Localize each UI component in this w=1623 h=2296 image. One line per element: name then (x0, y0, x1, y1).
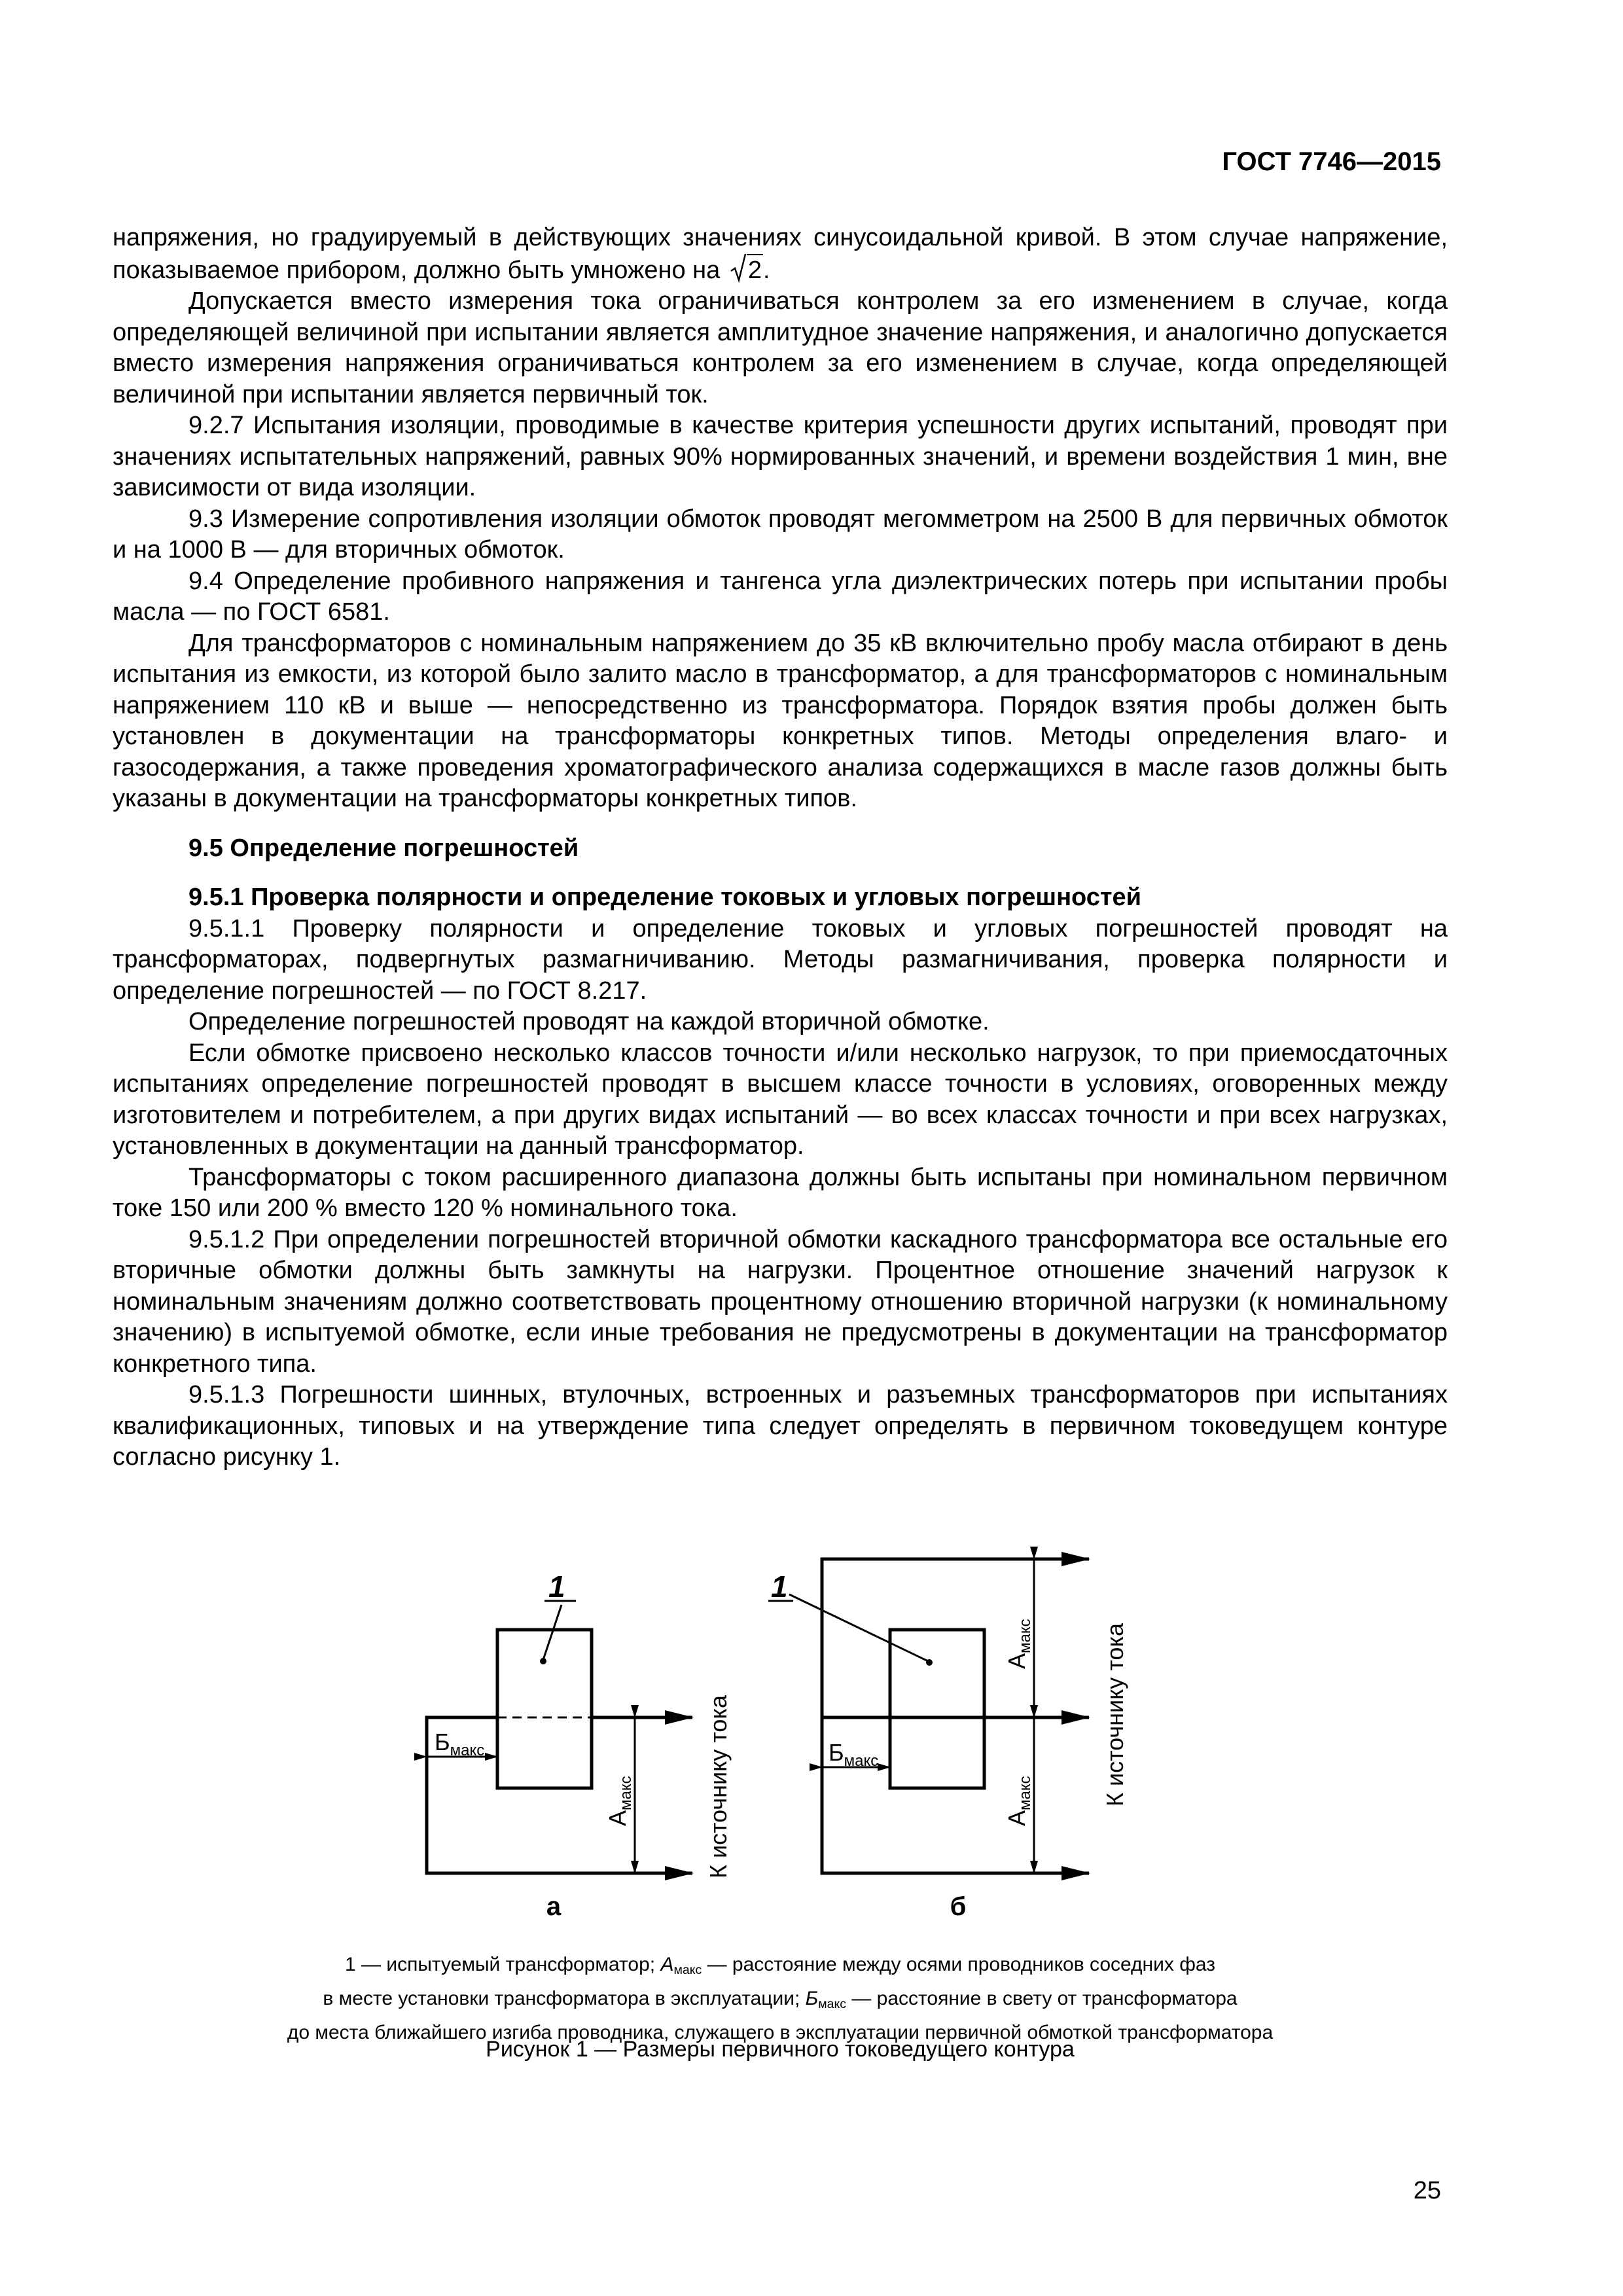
conductor-loop-bottom-b (822, 1717, 1089, 1873)
leader-line-b (789, 1594, 928, 1661)
paragraph: Трансформаторы с током расширенного диапазона должны быть испытаны при номинальном первичном токе 150 или 200 % вместо 120 % номинального тока. (113, 1163, 1448, 1222)
panel-a-label: а (546, 1892, 562, 1921)
paragraph: 9.2.7 Испытания изоляции, проводимые в качестве критерия успешности других испытаний, проводят при значениях испытательных напряжений, равных 90% нормированных значений, и времени воздействия 1 мин, вне зависимости от вида изоляции. (113, 412, 1448, 501)
leader-dot-b (926, 1659, 933, 1666)
panel-b-diagram (789, 1559, 1089, 1873)
page-header: ГОСТ 7746—2015 (1222, 147, 1441, 176)
subsection-heading: 9.5.1 Проверка полярности и определение токовых и угловых погрешностей (188, 884, 1142, 911)
b-max-label-a: $Б_{макс}$ (435, 1729, 485, 1759)
sqrt-symbol (730, 254, 763, 287)
leader-line-a (543, 1605, 562, 1660)
legend-line-2: в месте установки трансформатора в эксплуатации; $Б_{макс}$ — расстояние в свету от трансформатора (323, 1987, 1238, 2011)
paragraph: Определение погрешностей проводят на каждой вторичной обмотке. (188, 1008, 990, 1035)
b-max-label-b: $Б_{макс}$ (829, 1739, 879, 1770)
paragraph-end: . (762, 256, 770, 284)
paragraph-text: напряжения, но градуируемый в действующих значениях синусоидальной кривой. В этом случае напряжение, показываемое прибором, должно быть умножено на (113, 224, 1448, 284)
page-number: 25 (1413, 2177, 1441, 2204)
paragraph: Если обмотке присвоено несколько классов точности и/или несколько нагрузок, то при приемосдаточных испытаниях определение погрешностей проводят в высшем классе точности в условиях, оговоренных между изготовителем и потребителем, а при других видах испытаний — во всех классах точности и при всех нагрузках, установленных в документации на данный трансформатор. (113, 1039, 1448, 1160)
paragraph: 9.5.1.1 Проверку полярности и определение токовых и угловых погрешностей проводят на трансформаторах, подвергнутых размагничиванию. Методы размагничивания, проверка полярности и определение погрешностей — по ГОСТ 8.217. (113, 914, 1448, 1005)
legend-line-1: 1 — испытуемый трансформатор; $А_{макс}$ — расстояние между осями проводников соседних фаз (345, 1954, 1215, 1977)
body-text (113, 223, 1448, 1473)
a-max-label-b-bottom: $А_{макс}$ (1003, 1776, 1034, 1826)
callout-1-a: 1 (548, 1570, 565, 1604)
paragraph (113, 223, 1448, 286)
paragraph: 9.5.1.2 При определении погрешностей вторичной обмотки каскадного трансформатора все остальные его вторичные обмотки должны быть замкнуты на нагрузки. Процентное отношение значений нагрузок к номинальным значениям должно соответствовать процентному отношению вторичной нагрузки (к номинальному значению) в испытуемой обмотке, если иные требования не предусмотрены в документации на трансформатор конкретного типа. (113, 1225, 1448, 1378)
a-max-label-a: $А_{макс}$ (604, 1776, 635, 1826)
sqrt-radicand: 2 (747, 254, 763, 287)
conductor-loop-top-b (822, 1559, 1089, 1717)
a-max-label-b-top: $А_{макс}$ (1003, 1619, 1034, 1669)
paragraph: 9.5.1.3 Погрешности шинных, втулочных, встроенных и разъемных трансформаторов при испытаниях квалификационных, типовых и на утверждение типа следует определять в первичном токоведущем контуре согласно рисунку 1. (113, 1381, 1448, 1471)
source-label-a: К источнику тока (705, 1695, 732, 1878)
leader-dot-a (540, 1658, 546, 1664)
paragraph: 9.4 Определение пробивного напряжения и тангенса угла диэлектрических потерь при испытании пробы масла — по ГОСТ 6581. (113, 567, 1448, 626)
callout-1-b: 1 (771, 1570, 788, 1604)
section-heading: 9.5 Определение погрешностей (188, 834, 579, 862)
figure-caption: Рисунок 1 — Размеры первичного токоведущего контура (486, 2037, 1075, 2062)
panel-a-diagram (427, 1605, 692, 1873)
legend-line-3: до места ближайшего изгиба проводника, служащего в эксплуатации первичной обмоткой трансформатора (287, 2021, 1274, 2043)
paragraph: Для трансформаторов с номинальным напряжением до 35 кВ включительно пробу масла отбирают в день испытания из емкости, из которой было залито масло в трансформатор, а для трансформаторов с номинальным напряжением 110 кВ и выше — непосредственно из трансформатора. Порядок взятия пробы должен быть установлен в документации на трансформаторы конкретных типов. Методы определения влаго- и газосодержания, а также проведения хроматографического анализа содержащихся в масле газов должны быть указаны в документации на трансформаторы конкретных типов. (113, 629, 1448, 812)
paragraph: 9.3 Измерение сопротивления изоляции обмоток проводят мегомметром на 2500 В для первичных обмоток и на 1000 В — для вторичных обмоток. (113, 505, 1448, 564)
transformer-box-b (890, 1630, 984, 1788)
source-label-b: К источнику тока (1101, 1623, 1128, 1806)
figure-legend (113, 1950, 1448, 2047)
paragraph: Допускается вместо измерения тока ограничиваться контролем за его изменением в случае, когда определяющей величиной при испытании является амплитудное значение напряжения, и аналогично допускается вместо измерения напряжения ограничиваться контролем за его изменением в случае, когда определяющей величиной при испытании является первичный ток. (113, 287, 1448, 408)
panel-b-label: б (950, 1892, 967, 1921)
conductor-loop-a (427, 1717, 692, 1873)
